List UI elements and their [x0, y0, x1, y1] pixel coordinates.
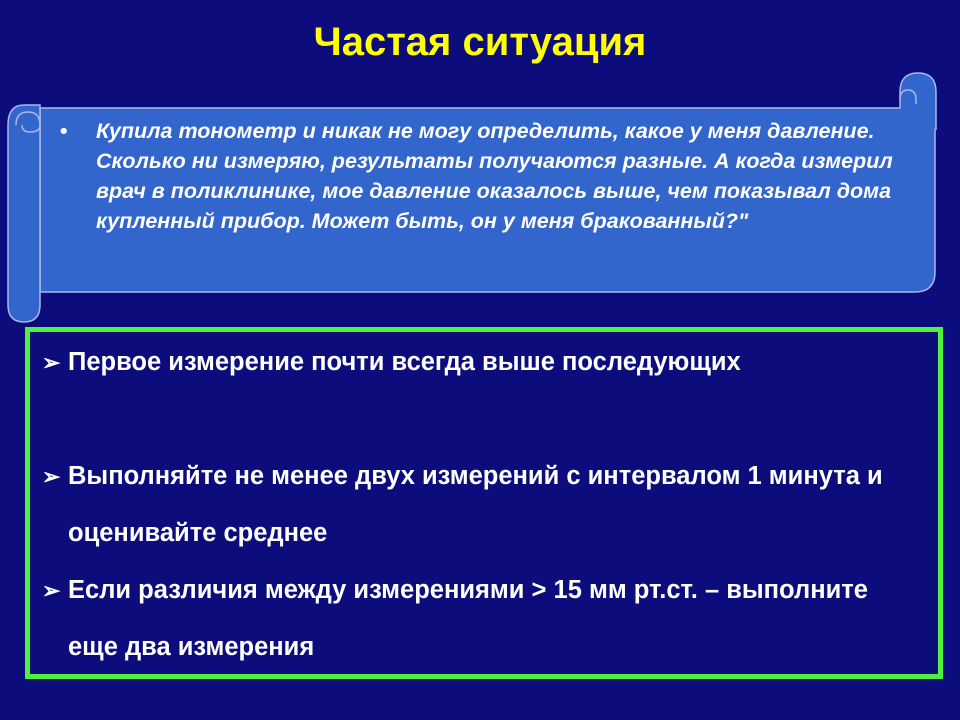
tip-text: Если различия между измерениями > 15 мм рт.ст. – выполните еще два измерения — [68, 576, 868, 661]
tip-item-3 — [42, 562, 922, 676]
arrow-bullet-icon: ➢ — [42, 350, 61, 375]
tip-item-1 — [42, 334, 922, 391]
arrow-bullet-icon: ➢ — [42, 578, 61, 603]
quote-text: Купила тонометр и никак не могу определить, какое у меня давление. Сколько ни измеряю, результаты получаются разные. А когда измерил врач в поликлинике, мое давление оказалось выше, чем показывал дома купленный прибор. Может быть, он у меня бракованный?" — [96, 119, 893, 233]
tip-text: Первое измерение почти всегда выше последующих — [68, 348, 741, 376]
tips-box — [25, 327, 943, 679]
quote-bullet: • — [60, 119, 68, 143]
slide-title: Частая ситуация — [313, 20, 647, 64]
tip-item-2 — [42, 448, 922, 562]
arrow-bullet-icon: ➢ — [42, 464, 61, 489]
scroll-quote — [60, 116, 920, 236]
tip-text: Выполняйте не менее двух измерений с интервалом 1 минута и оценивайте среднее — [68, 462, 883, 547]
